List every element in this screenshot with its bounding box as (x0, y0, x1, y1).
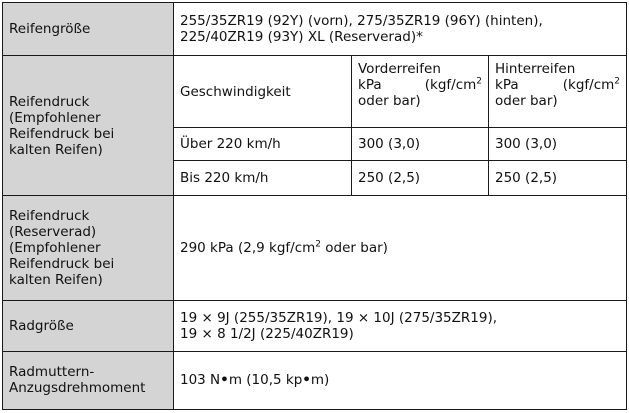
spare-pressure-row (3, 196, 627, 300)
tire-pressure-label-line: Reifendruck (9, 93, 90, 110)
lug-nut-value-a: 103 N (180, 372, 221, 389)
tire-size-label-text: Reifengröße (9, 21, 91, 38)
lug-nut-value-b: m (10,5 kp (228, 372, 303, 389)
lug-nut-value-c: m) (310, 372, 330, 389)
spare-pressure-suffix: oder bar) (321, 240, 388, 257)
front-header-unit-text: (kgf/cm (424, 77, 477, 94)
rear-pressure-cell: 300 (3,0) (489, 128, 627, 161)
spare-pressure-label-line: kalten Reifen) (9, 272, 103, 289)
wheel-size-label (3, 300, 174, 351)
lug-nut-value (174, 351, 627, 409)
spare-pressure-prefix: 290 kPa (2,9 kgf/cm (180, 240, 316, 257)
front-header-line-3: oder bar) (358, 93, 421, 110)
spare-pressure-label-line: Reifendruck bei (9, 256, 115, 273)
multiplication-dot-icon: • (302, 372, 311, 389)
wheel-size-line-1: 19 × 9J (255/35ZR19), 19 × 10J (275/35ZR19), (180, 309, 497, 326)
tire-pressure-label-line: kalten Reifen) (9, 141, 103, 158)
tire-size-line-1: 255/35ZR19 (92Y) (vorn), 275/35ZR19 (96Y) (hinten), (180, 13, 543, 30)
tire-pressure-label-line: (Empfohlener (9, 109, 101, 126)
specifications-table (2, 2, 627, 410)
tire-size-label (3, 3, 174, 56)
wheel-size-label-text: Radgröße (9, 317, 74, 334)
spare-pressure-label-line: Reifendruck (9, 208, 90, 225)
lug-nut-row (3, 351, 627, 409)
lug-nut-label-line: Anzugsdrehmoment (9, 380, 146, 397)
rear-header-line-2 (495, 77, 620, 93)
spare-pressure-label-line: (Reserverad) (9, 224, 97, 241)
front-header-line-1: Vorderreifen (358, 61, 441, 78)
tire-size-value (174, 3, 627, 56)
spare-pressure-label (3, 196, 174, 300)
rear-pressure-cell: 250 (2,5) (489, 161, 627, 196)
tire-size-line-2: 225/40ZR19 (93Y) XL (Reserverad)* (180, 29, 423, 46)
rear-header-unit-text: (kgf/cm (562, 77, 615, 94)
wheel-size-row (3, 300, 627, 351)
front-pressure-cell: 250 (2,5) (352, 161, 489, 196)
spare-pressure-value (174, 196, 627, 300)
rear-header-line-1: Hinterreifen (495, 61, 576, 78)
front-header-exponent: 2 (476, 76, 482, 87)
tire-pressure-label (3, 56, 174, 196)
rear-header-exponent: 2 (614, 76, 621, 87)
rear-header-kpa: kPa (495, 77, 519, 94)
wheel-size-line-2: 19 × 8 1/2J (225/40ZR19) (180, 325, 354, 342)
spare-pressure-label-line: (Empfohlener (9, 240, 101, 257)
front-pressure-cell: 300 (3,0) (352, 128, 489, 161)
lug-nut-label-line: Radmuttern- (9, 364, 95, 381)
wheel-size-value (174, 300, 627, 351)
rear-tire-header (489, 56, 627, 128)
spare-pressure-exponent: 2 (315, 239, 321, 250)
rear-header-unit (563, 77, 620, 93)
tire-pressure-label-line: Reifendruck bei (9, 125, 115, 142)
speed-cell: Bis 220 km/h (174, 161, 352, 196)
lug-nut-label (3, 351, 174, 409)
rear-header-line-3: oder bar) (495, 93, 558, 110)
speed-header-text: Geschwindigkeit (180, 83, 291, 100)
front-header-kpa: kPa (358, 77, 382, 94)
speed-header (174, 56, 352, 128)
front-header-line-2 (358, 77, 482, 93)
front-header-unit (425, 77, 482, 93)
tire-size-row (3, 3, 627, 56)
tire-pressure-header-row (3, 56, 627, 128)
speed-cell: Über 220 km/h (174, 128, 352, 161)
front-tire-header (352, 56, 489, 128)
multiplication-dot-icon: • (220, 372, 229, 389)
